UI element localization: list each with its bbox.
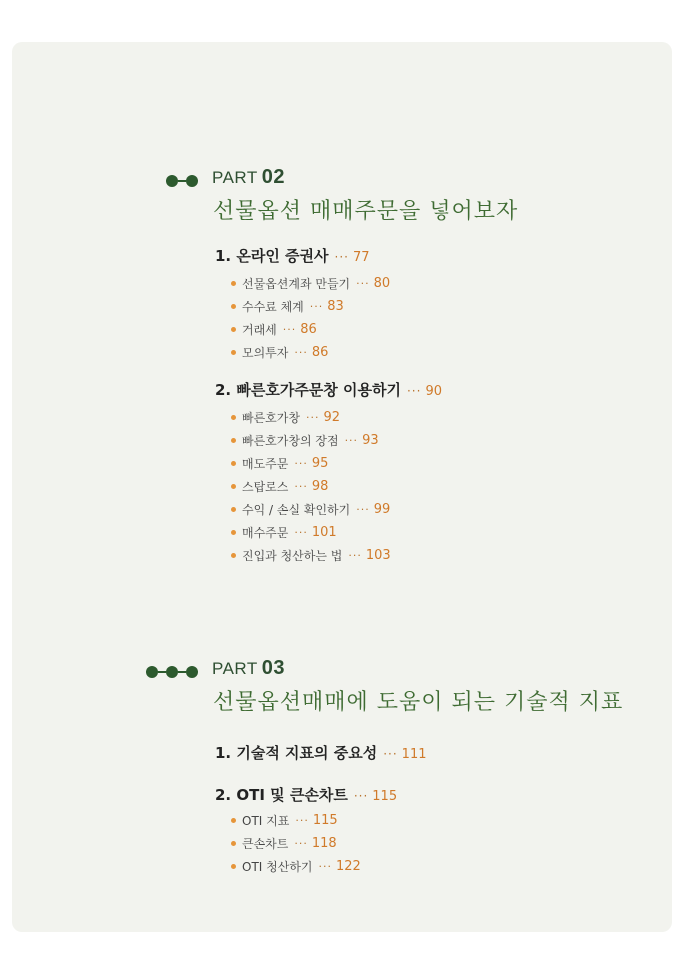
page-number: 92 xyxy=(323,410,341,425)
page-number: 111 xyxy=(401,747,427,762)
toc-item[interactable] xyxy=(231,321,317,338)
bullet-icon xyxy=(231,484,236,489)
page-number: 115 xyxy=(312,813,338,828)
book-page xyxy=(12,42,672,932)
leader-dots: ··· xyxy=(294,346,308,359)
item-title: 스탑로스 xyxy=(242,480,289,494)
part-03-label xyxy=(212,657,285,680)
page-number: 101 xyxy=(311,525,337,540)
leader-dots: ··· xyxy=(344,434,359,447)
page-number: 122 xyxy=(336,859,361,874)
page-number: 95 xyxy=(311,456,329,471)
leader-dots: ··· xyxy=(334,250,349,264)
part-number: 02 xyxy=(261,166,286,188)
leader-dots: ··· xyxy=(305,411,320,424)
leader-dots: ··· xyxy=(282,323,297,336)
bullet-icon xyxy=(231,818,236,823)
chapter-title: 1. 기술적 지표의 중요성 xyxy=(215,744,378,762)
leader-dots: ··· xyxy=(318,860,332,873)
bullet-icon xyxy=(231,841,236,846)
bullet-icon xyxy=(231,553,236,558)
toc-item[interactable] xyxy=(231,524,337,541)
toc-item[interactable] xyxy=(231,455,328,472)
page-number: 77 xyxy=(352,250,370,265)
chapter-title: 2. 빠른호가주문창 이용하기 xyxy=(215,381,401,399)
page-number: 93 xyxy=(362,433,379,448)
chapter-1-online-brokerage[interactable] xyxy=(215,245,370,266)
item-title: 빠른호가창의 장점 xyxy=(242,434,339,448)
item-title: 매도주문 xyxy=(242,457,289,471)
part-02-label xyxy=(212,166,285,189)
part-label-text: PART xyxy=(212,168,258,187)
page-number: 83 xyxy=(327,299,344,314)
toc-item[interactable] xyxy=(231,478,328,495)
leader-dots: ··· xyxy=(294,837,308,850)
toc-item[interactable] xyxy=(231,501,390,518)
part-02-title: 선물옵션 매매주문을 넣어보자 xyxy=(213,199,519,224)
leader-dots: ··· xyxy=(353,789,369,803)
toc-item[interactable] xyxy=(231,432,379,449)
toc-item[interactable] xyxy=(231,298,344,315)
item-title: 모의투자 xyxy=(242,346,289,360)
leader-dots: ··· xyxy=(294,457,308,470)
toc-item[interactable] xyxy=(231,812,338,829)
part-02-dots-icon xyxy=(166,175,198,187)
toc-item[interactable] xyxy=(231,547,391,564)
part-number: 03 xyxy=(261,657,286,679)
toc-item[interactable] xyxy=(231,835,337,852)
chapter-1-technical-indicators[interactable] xyxy=(215,742,427,763)
leader-dots: ··· xyxy=(383,747,398,761)
part-03-title: 선물옵션매매에 도움이 되는 기술적 지표 xyxy=(213,690,624,715)
toc-item[interactable] xyxy=(231,344,328,361)
item-title: 거래세 xyxy=(242,323,277,337)
page-number: 118 xyxy=(311,836,337,851)
bullet-icon xyxy=(231,530,236,535)
leader-dots: ··· xyxy=(356,277,370,290)
leader-dots: ··· xyxy=(348,549,362,562)
page-number: 80 xyxy=(373,276,391,291)
page-number: 98 xyxy=(311,479,329,494)
chapter-title: 1. 온라인 증권사 xyxy=(215,247,329,265)
leader-dots: ··· xyxy=(295,814,309,827)
toc-item[interactable] xyxy=(231,409,340,426)
page-number: 103 xyxy=(365,548,391,563)
item-title: OTI 청산하기 xyxy=(242,860,313,874)
bullet-icon xyxy=(231,350,236,355)
chapter-title: 2. OTI 및 큰손차트 xyxy=(215,786,348,804)
part-03-dots-icon xyxy=(146,666,198,678)
page-number: 115 xyxy=(372,789,398,804)
item-title: 선물옵션계좌 만들기 xyxy=(242,277,351,291)
page-number: 86 xyxy=(311,345,329,360)
bullet-icon xyxy=(231,461,236,466)
page-number: 99 xyxy=(373,502,391,517)
bullet-icon xyxy=(231,864,236,869)
page-number: 86 xyxy=(300,322,317,337)
page-number: 90 xyxy=(425,384,442,399)
leader-dots: ··· xyxy=(406,384,422,398)
leader-dots: ··· xyxy=(356,503,370,516)
bullet-icon xyxy=(231,304,236,309)
bullet-icon xyxy=(231,438,236,443)
leader-dots: ··· xyxy=(294,526,308,539)
toc-item[interactable] xyxy=(231,275,390,292)
bullet-icon xyxy=(231,415,236,420)
chapter-2-oti-chart[interactable] xyxy=(215,784,397,805)
bullet-icon xyxy=(231,327,236,332)
part-label-text: PART xyxy=(212,659,258,678)
item-title: 진입과 청산하는 법 xyxy=(242,549,343,563)
leader-dots: ··· xyxy=(309,300,324,313)
bullet-icon xyxy=(231,281,236,286)
item-title: 매수주문 xyxy=(242,526,289,540)
item-title: 수익 / 손실 확인하기 xyxy=(242,503,351,517)
item-title: 수수료 체계 xyxy=(242,300,304,314)
toc-item[interactable] xyxy=(231,858,361,875)
chapter-2-quick-order-window[interactable] xyxy=(215,379,442,400)
item-title: 큰손차트 xyxy=(242,837,289,851)
leader-dots: ··· xyxy=(294,480,308,493)
item-title: OTI 지표 xyxy=(242,814,290,828)
bullet-icon xyxy=(231,507,236,512)
item-title: 빠른호가창 xyxy=(242,411,300,425)
